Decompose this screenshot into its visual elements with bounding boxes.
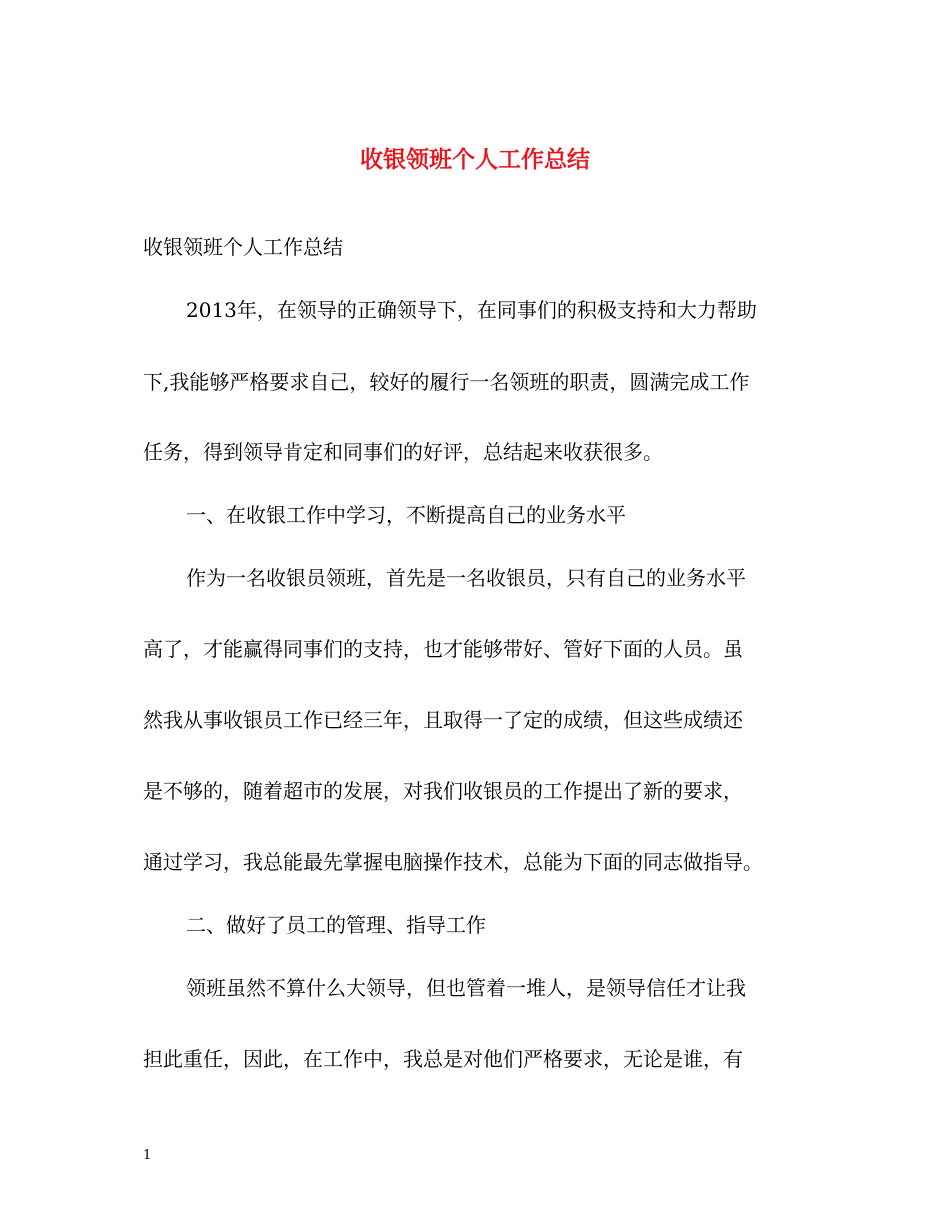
body-line-6: 高了，才能赢得同事们的支持，也才能够带好、管好下面的人员。虽 xyxy=(143,637,743,661)
body-line-2: 下,我能够严格要求自己，较好的履行一名领班的职责，圆满完成工作 xyxy=(143,370,750,394)
body-line-12: 担此重任，因此，在工作中，我总是对他们严格要求，无论是谁，有 xyxy=(143,1047,743,1071)
body-line-9: 通过学习，我总能最先掌握电脑操作技术，总能为下面的同志做指导。 xyxy=(143,850,763,874)
body-line-subtitle: 收银领班个人工作总结 xyxy=(143,235,343,259)
body-line-5: 作为一名收银员领班，首先是一名收银员，只有自己的业务水平 xyxy=(186,566,746,590)
body-line-3: 任务，得到领导肯定和同事们的好评，总结起来收获很多。 xyxy=(143,440,663,464)
document-title: 收银领班个人工作总结 xyxy=(360,146,590,173)
section-heading-1: 一、在收银工作中学习，不断提高自己的业务水平 xyxy=(186,503,626,527)
page-number: 1 xyxy=(143,1148,152,1163)
body-line-8: 是不够的，随着超市的发展，对我们收银员的工作提出了新的要求， xyxy=(143,779,743,803)
body-line-11: 领班虽然不算什么大领导，但也管着一堆人，是领导信任才让我 xyxy=(186,976,746,1000)
body-line-1: 2013年，在领导的正确领导下，在同事们的积极支持和大力帮助 xyxy=(186,298,757,322)
body-line-7: 然我从事收银员工作已经三年，且取得一了定的成绩，但这些成绩还 xyxy=(143,708,743,732)
section-heading-2: 二、做好了员工的管理、指导工作 xyxy=(186,913,486,937)
